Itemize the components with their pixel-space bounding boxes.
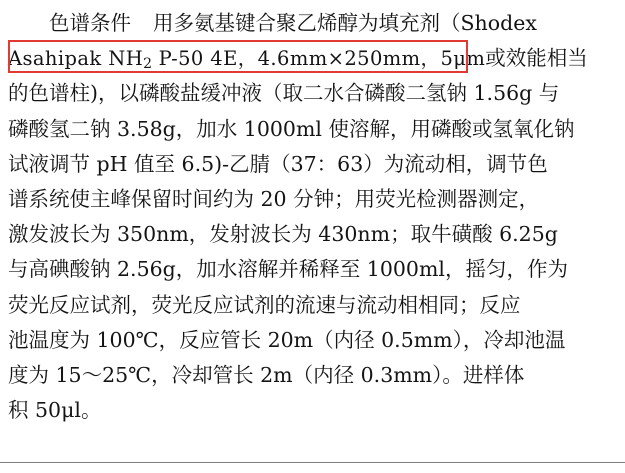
text-line-highlighted xyxy=(8,41,617,76)
text-line xyxy=(8,288,617,323)
line-segment-heading: 色谱条件 xyxy=(49,11,131,35)
line-segment-text: 或效能相当 xyxy=(485,46,588,71)
text-line xyxy=(8,217,617,252)
page-bottom-rule xyxy=(0,462,625,463)
text-line xyxy=(8,112,617,147)
subscript-two: 2 xyxy=(143,56,153,73)
text-line xyxy=(8,76,617,111)
line-segment-text: 度为 15～25℃，冷却管长 2m（内径 0.3mm）。进样体 xyxy=(8,362,525,387)
line-segment-text: 与高碘酸钠 2.56g，加水溶解并稀释至 1000ml，摇匀，作为 xyxy=(8,257,568,282)
text-line xyxy=(8,358,617,393)
line-segment-text: 试液调节 pH 值至 6.5)-乙腈（37：63）为流动相，调节色 xyxy=(8,151,548,176)
column-name-text: Asahipak NH xyxy=(8,47,144,71)
line-segment-text: 的色谱柱)，以磷酸盐缓冲液（取二水合磷酸二氢钠 1.56g 与 xyxy=(8,81,560,106)
line-segment-text: 谱系统使主峰保留时间约为 20 分钟；用荧光检测器测定， xyxy=(8,186,540,211)
line-segment-text: 磷酸氢二钠 3.58g，加水 1000ml 使溶解，用磷酸或氢氧化钠 xyxy=(8,116,575,141)
line-segment-text: 积 50μl。 xyxy=(8,398,102,423)
text-line xyxy=(8,252,617,287)
text-line xyxy=(8,323,617,358)
text-line xyxy=(8,6,617,41)
line-segment-text: 激发波长为 350nm，发射波长为 430nm；取牛磺酸 6.25g xyxy=(8,222,558,247)
text-line xyxy=(8,182,617,217)
line-segment-text: 用多氨基键合聚乙烯醇为填充剂（Shodex xyxy=(153,11,537,35)
document-text-block xyxy=(8,6,617,428)
line-segment-text: 荧光反应试剂，荧光反应试剂的流速与流动相相同；反应 xyxy=(8,292,521,317)
column-spec-text: P-50 4E，4.6mm×250mm，5μm xyxy=(152,47,486,71)
text-line xyxy=(8,147,617,182)
line-segment-text: 池温度为 100℃，反应管长 20m（内径 0.5mm），冷却池温 xyxy=(8,327,566,352)
text-line xyxy=(8,393,617,428)
